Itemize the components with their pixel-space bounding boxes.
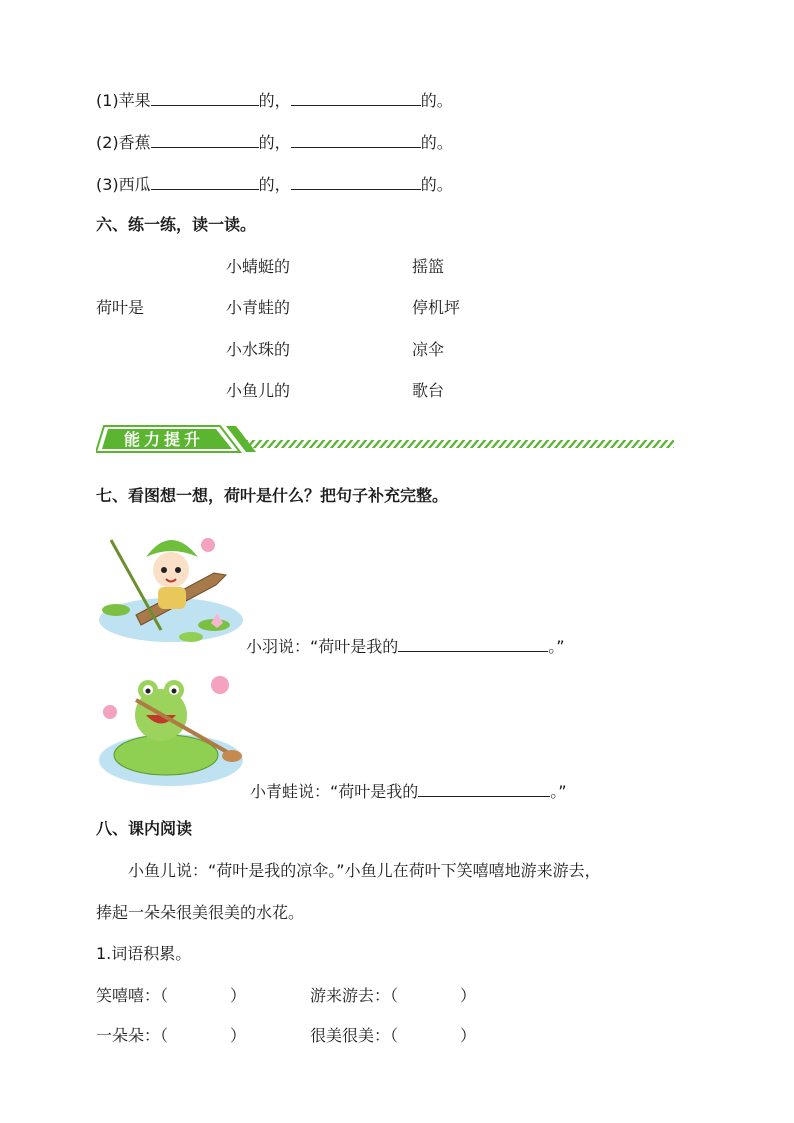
word-label: 很美很美：: [310, 1026, 391, 1045]
answer-blank[interactable]: [151, 133, 259, 148]
word-label: 游来游去：: [310, 986, 391, 1005]
row-end: 的。: [420, 91, 453, 110]
left-item: 小青蛙的: [226, 298, 291, 317]
ability-banner: [96, 418, 676, 454]
section-7-title: 七、看图想一想，荷叶是什么？把句子补充完整。: [96, 486, 449, 505]
paren-close: ）: [230, 1026, 247, 1045]
passage-line-1: 小鱼儿说：“荷叶是我的凉伞。”小鱼儿在荷叶下笑嘻嘻地游来游去，: [128, 861, 601, 880]
row-mid: 的，: [258, 133, 291, 152]
word-item: [96, 1023, 246, 1046]
row-mid: 的，: [258, 175, 291, 194]
section-8-title: 八、课内阅读: [96, 819, 193, 838]
line-2-suffix: 。”: [550, 782, 567, 801]
fill-row-3: [96, 172, 453, 195]
line-1-prefix: 小羽说：“荷叶是我的: [246, 637, 399, 656]
right-item: 凉伞: [412, 340, 445, 359]
word-label: 笑嘻嘻：: [96, 986, 161, 1005]
row-prefix: (2)香蕉: [96, 133, 151, 152]
child-boat-illustration: [96, 515, 246, 645]
fill-row-1: [96, 88, 453, 111]
banner-graphic: [96, 418, 676, 454]
row-prefix: (3)西瓜: [96, 175, 151, 194]
line-1-suffix: 。”: [548, 637, 565, 656]
line-2-prefix: 小青蛙说：“荷叶是我的: [250, 782, 419, 801]
answer-blank[interactable]: [291, 91, 421, 106]
paren-close: ）: [460, 1026, 477, 1045]
word-item: [96, 983, 246, 1006]
question-1: 1.词语积累。: [96, 944, 192, 963]
right-item: 停机坪: [412, 298, 461, 317]
answer-blank[interactable]: [418, 782, 550, 797]
answer-blank[interactable]: [291, 175, 421, 190]
answer-blank[interactable]: [398, 637, 548, 652]
subject-label: 荷叶是: [96, 298, 145, 317]
paren-open: （: [390, 986, 399, 1005]
row-mid: 的，: [258, 91, 291, 110]
answer-blank[interactable]: [291, 133, 421, 148]
right-item: 摇篮: [412, 257, 445, 276]
section-6-title: 六、练一练，读一读。: [96, 215, 257, 234]
word-label: 一朵朵：: [96, 1026, 161, 1045]
paren-open: （: [160, 986, 169, 1005]
frog-illustration: [96, 660, 246, 790]
paren-open: （: [390, 1026, 399, 1045]
paren-close: ）: [460, 986, 477, 1005]
row-end: 的。: [420, 175, 453, 194]
answer-blank[interactable]: [398, 987, 460, 1001]
answer-blank[interactable]: [398, 1027, 460, 1041]
line-2: [250, 779, 567, 802]
left-item: 小蜻蜓的: [226, 257, 291, 276]
answer-blank[interactable]: [168, 987, 230, 1001]
stripe-bar: [246, 440, 674, 448]
answer-blank[interactable]: [151, 91, 259, 106]
paren-open: （: [160, 1026, 169, 1045]
word-item: [310, 1023, 476, 1046]
line-1: [246, 634, 565, 657]
left-item: 小水珠的: [226, 340, 291, 359]
right-item: 歌台: [412, 381, 445, 400]
fill-row-2: [96, 130, 453, 153]
banner-label: 能力提升: [123, 430, 205, 449]
word-item: [310, 983, 476, 1006]
left-item: 小鱼儿的: [226, 381, 291, 400]
row-end: 的。: [420, 133, 453, 152]
answer-blank[interactable]: [168, 1027, 230, 1041]
answer-blank[interactable]: [151, 175, 259, 190]
passage-line-2: 捧起一朵朵很美很美的水花。: [96, 903, 305, 922]
row-prefix: (1)苹果: [96, 91, 151, 110]
paren-close: ）: [230, 986, 247, 1005]
